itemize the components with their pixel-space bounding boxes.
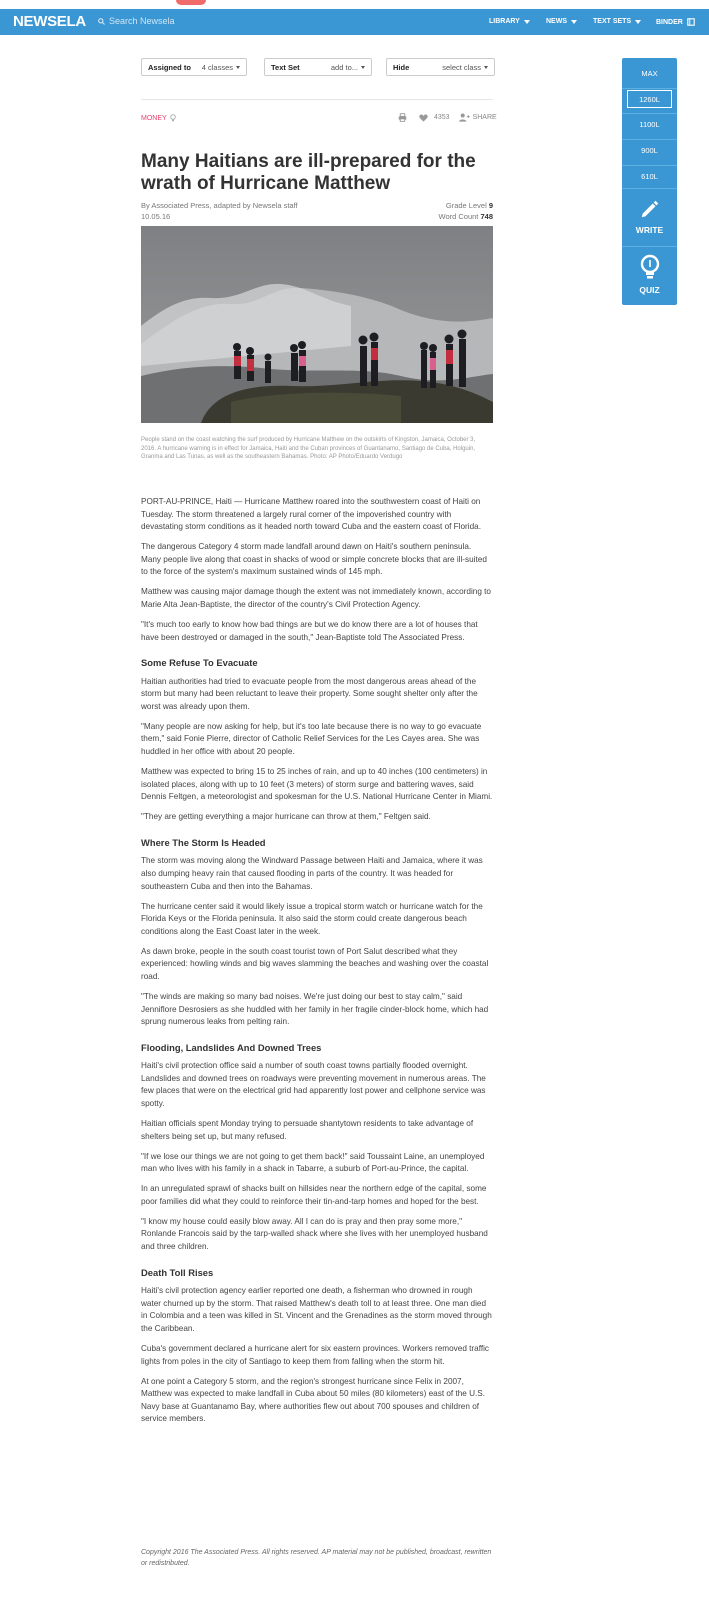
- divider: [622, 113, 677, 114]
- print-icon[interactable]: [398, 113, 407, 122]
- paragraph: Cuba's government declared a hurricane alert for six eastern provinces. Workers removed traffic lights from poles in the city of Santiago to keep them from falling when the storm hit.: [141, 1343, 490, 1366]
- quiz-label: QUIZ: [639, 285, 660, 295]
- search-input[interactable]: Search Newsela: [109, 16, 175, 26]
- paragraph: Haiti's civil protection office said a number of south coast towns partially flooded overnight. Landslides and downed trees on roadways were preventing movement in numerous areas. The few places that were on the electrical grid had apparently lost power and cellphone service was spotty.: [141, 1061, 486, 1109]
- chevron-down-icon: [571, 20, 577, 24]
- caret-down-icon: [361, 66, 365, 69]
- section-heading: Some Refuse To Evacuate: [141, 657, 258, 669]
- top-stripe: [0, 0, 709, 9]
- write-label: WRITE: [635, 225, 664, 235]
- assigned-to-label: Assigned to: [148, 62, 191, 72]
- paragraph: "If we lose our things we are not going to get them back!" said Toussaint Laine, an unemployed man who lives with his family in a shack in Tabarre, a suburb of Port-au-Prince, the capital.: [141, 1151, 485, 1174]
- nav-news[interactable]: [546, 18, 577, 25]
- paragraph: At one point a Category 5 storm, and the region's strongest hurricane since Felix in 2007, Matthew was expected to make landfall in Cuba about 50 miles (80 kilometers) east of the U.S. Navy base at Guantanamo Bay, where authorities flew out about 700 spouses and children of service members.: [141, 1376, 486, 1424]
- pencil-icon: [639, 198, 661, 220]
- article-actions: [398, 113, 497, 122]
- byline-block: [141, 200, 298, 222]
- copyright-notice: Copyright 2016 The Associated Press. All rights reserved. AP material may not be published, broadcast, rewritten or redistributed.: [141, 1549, 492, 1567]
- reading-tools-panel: [622, 58, 677, 305]
- nav-library-label: LIBRARY: [489, 18, 520, 25]
- caret-down-icon: [484, 66, 488, 69]
- category-tag[interactable]: [141, 114, 176, 122]
- divider: [622, 188, 677, 189]
- notification-blip: [176, 0, 206, 5]
- paragraph: Haiti's civil protection agency earlier reported one death, a fisherman who drowned in rough water churned up by the storm. That raised Matthew's death toll to at least three. One man died in Colombia and a teen was killed in St. Vincent and the Grenadines as the storm moved through the Caribbean.: [141, 1286, 492, 1333]
- level-1260l[interactable]: 1260L: [627, 90, 672, 108]
- hide-dropdown[interactable]: [386, 58, 495, 76]
- chevron-down-icon: [524, 20, 530, 24]
- section-heading: Flooding, Landslides And Downed Trees: [141, 1041, 322, 1053]
- add-user-icon[interactable]: [459, 113, 470, 122]
- nav-text-sets[interactable]: [593, 18, 641, 25]
- nav-text-sets-label: TEXT SETS: [593, 18, 632, 25]
- newsela-logo[interactable]: NEWSELA: [13, 13, 86, 30]
- photo-illustration: [141, 226, 493, 423]
- article-photo: [141, 226, 493, 423]
- photo-caption: People stand on the coast watching the surf produced by Hurricane Matthew on the outskirts of Kingston, Jamaica, October 3, 2016. A hurricane warning is in effect for Jamaica, Haiti and the Cuban provinces of Guantanamo, Santiago de Cuba, Holguin, Granma and Las Tunas, as well as the southeastern Bahamas. Photo: AP Photo/Eduardo Verdugo: [141, 437, 476, 460]
- lightbulb-icon: [640, 254, 660, 282]
- nav-news-label: NEWS: [546, 18, 567, 25]
- paragraph: "They are getting everything a major hurricane can throw at them," Feltgen said.: [141, 812, 431, 822]
- nav-library[interactable]: [489, 18, 530, 25]
- paragraph: As dawn broke, people in the south coast tourist town of Port Salut described what they experienced: howling winds and big waves slamming the beaches and washing over the coastal road.: [141, 946, 489, 981]
- paragraph: PORT-AU-PRINCE, Haiti — Hurricane Matthew roared into the southwestern coast of Haiti on Tuesday. The storm threatened a largely rural corner of the impoverished country with devastating storm conditions as it headed north toward Cuba and the eastern coast of Florida.: [141, 497, 481, 532]
- divider: [622, 246, 677, 247]
- chevron-down-icon: [635, 20, 641, 24]
- text-set-dropdown[interactable]: [264, 58, 372, 76]
- level-max[interactable]: MAX: [641, 68, 658, 78]
- heart-icon[interactable]: [419, 114, 428, 122]
- text-set-value: add to...: [330, 62, 358, 72]
- paragraph: Haitian officials spent Monday trying to persuade shantytown residents to take advantage of shelters being set up, but many refused.: [141, 1119, 474, 1141]
- word-count-label: Word Count: [438, 212, 479, 221]
- nav-binder-label: BINDER: [656, 18, 683, 26]
- grade-level-label: Grade Level: [445, 201, 487, 210]
- level-1100l[interactable]: 1100L: [639, 119, 660, 129]
- hide-value: select class: [442, 62, 481, 72]
- lightbulb-icon: [170, 114, 176, 122]
- paragraph: "It's much too early to know how bad things are but we do know there are a lot of houses that have been destroyed or damaged in the south," Jean-Baptiste told The Associated Press.: [141, 619, 478, 642]
- paragraph: The storm was moving along the Windward Passage between Haiti and Jamaica, where it was also dumping heavy rain that caused flooding in parts of the country. It was headed for southeastern Cuba and then into the Bahamas.: [141, 856, 483, 891]
- section-heading: Where The Storm Is Headed: [141, 836, 266, 848]
- article-title: Many Haitians are ill-prepared for the wrath of Hurricane Matthew: [141, 151, 476, 194]
- paragraph: Haitian authorities had tried to evacuate people from the most dangerous areas ahead of the storm but many had been reluctant to leave their property. Some sought shelter only after the worst was already upon them.: [141, 676, 478, 711]
- level-900l[interactable]: 900L: [641, 145, 658, 155]
- article-body: [141, 496, 493, 1433]
- write-button[interactable]: [622, 198, 677, 235]
- share-button[interactable]: SHARE: [472, 114, 497, 121]
- publish-date: 10.05.16: [141, 212, 171, 221]
- grade-level-value: 9: [488, 201, 493, 210]
- section-heading: Death Toll Rises: [141, 1266, 214, 1278]
- assigned-to-dropdown[interactable]: [141, 58, 247, 76]
- byline: By Associated Press, adapted by Newsela staff: [141, 201, 298, 210]
- top-navbar: [0, 9, 709, 35]
- paragraph: In an unregulated sprawl of shacks built on hillsides near the northern edge of the capital, some poor families did what they could to reinforce their tin-and-tarp homes and hoped for the best.: [141, 1184, 487, 1206]
- paragraph: The dangerous Category 4 storm made landfall around dawn on Haiti's southern peninsula. Many people live along that coast in shacks of wood or simple concrete blocks that are ill-suited to the force of the system's maximum sustained winds of 145 mph.: [141, 542, 487, 577]
- paragraph: "I know my house could easily blow away. All I can do is pray and then pray some more," Ronlande Francois said by the tarp-walled shack where she lives with her unemployed husband and three children.: [141, 1216, 488, 1251]
- paragraph: Matthew was expected to bring 15 to 25 inches of rain, and up to 40 inches (100 centimeters) in isolated places, along with up to 10 feet (3 meters) of storm surge and battering waves, said Dennis Feltgen, a meteorologist and spokesman for the U.S. National Hurricane Center in Miami.: [141, 767, 493, 802]
- divider: [622, 139, 677, 140]
- divider: [622, 165, 677, 166]
- paragraph: "Many people are now asking for help, but it's too late because there is no way to go evacuate them," said Fonie Pierre, director of Catholic Relief Services for the Les Cayes area. She was huddled in her office with about 20 people.: [141, 721, 482, 757]
- level-610l[interactable]: 610L: [641, 171, 658, 181]
- divider: [141, 99, 493, 100]
- quiz-button[interactable]: [622, 254, 677, 295]
- grade-info: [439, 200, 494, 222]
- caret-down-icon: [236, 66, 240, 69]
- assigned-to-value: 4 classes: [201, 62, 233, 72]
- paragraph: "The winds are making so many bad noises. We're just doing our best to stay calm," said Jenniflore Desrosiers as she huddled with her family in her fragile cinder-block home, which had sprung numerous leaks from pelting rain.: [141, 991, 489, 1027]
- paragraph: Matthew was causing major damage though the extent was not immediately known, according to Marie Alta Jean-Baptiste, the director of the country's Civil Protection Agency.: [141, 587, 491, 609]
- binder-icon: [687, 18, 695, 26]
- search-box[interactable]: [98, 16, 175, 26]
- paragraph: The hurricane center said it would likely issue a tropical storm watch or hurricane watch for the Florida Keys or the Florida peninsula. It also said the storm could create dangerous beach conditions along the East Coast later in the week.: [141, 901, 483, 936]
- search-icon: [98, 18, 105, 25]
- favorite-count: 4353: [434, 114, 450, 121]
- word-count-value: 748: [480, 212, 493, 221]
- category-label: MONEY: [141, 114, 167, 122]
- divider: [622, 88, 677, 89]
- hide-label: Hide: [393, 62, 410, 72]
- nav-binder[interactable]: [656, 18, 695, 26]
- text-set-label: Text Set: [271, 62, 300, 72]
